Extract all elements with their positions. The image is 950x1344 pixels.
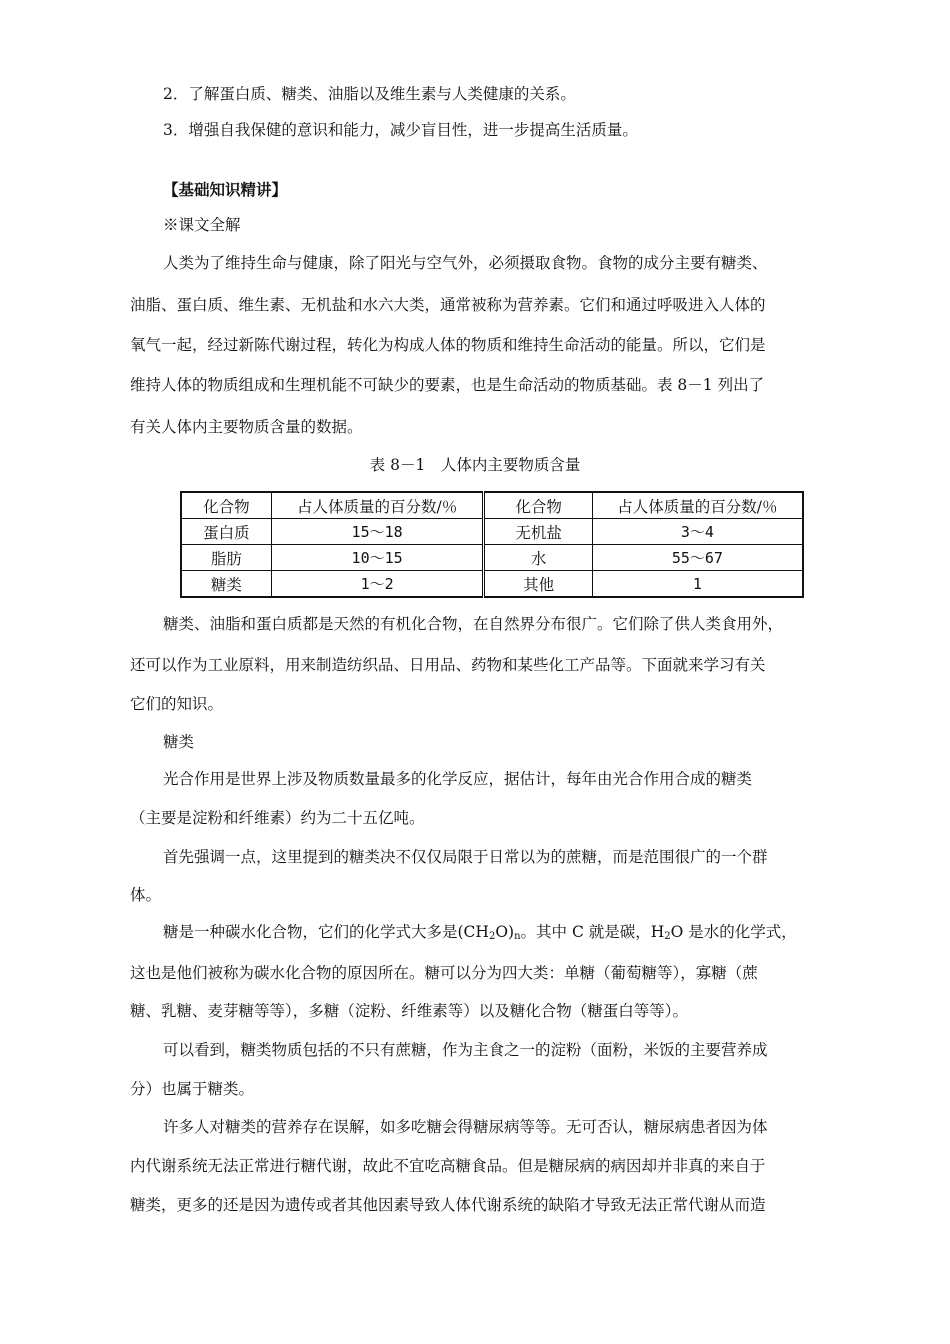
table-header-cell: 化合物 bbox=[484, 492, 592, 519]
paragraph-line: 可以看到，糖类物质包括的不只有蔗糖，作为主食之一的淀粉（面粉，米饭的主要营养成 bbox=[163, 1041, 768, 1059]
paragraph-line: 分）也属于糖类。 bbox=[130, 1080, 255, 1098]
table-header-cell: 化合物 bbox=[181, 492, 271, 519]
table-cell: 10～15 bbox=[271, 545, 484, 571]
table-cell: 1 bbox=[592, 571, 803, 598]
table-header-cell: 占人体质量的百分数/％ bbox=[271, 492, 484, 519]
table-cell: 蛋白质 bbox=[181, 519, 271, 545]
formula-text: 糖是一种碳水化合物，它们的化学式大多是(CH bbox=[163, 923, 489, 941]
formula-text: O 是水的化学式， bbox=[670, 923, 797, 941]
heading-sugar: 糖类 bbox=[163, 733, 195, 751]
paragraph-line: 糖、乳糖、麦芽糖等等），多糖（淀粉、纤维素等）以及糖化合物（糖蛋白等等）。 bbox=[130, 1002, 689, 1020]
table-cell: 1～2 bbox=[271, 571, 484, 598]
paragraph-line: 它们的知识。 bbox=[130, 695, 224, 713]
table-cell: 55～67 bbox=[592, 545, 803, 571]
intro-line: 油脂、蛋白质、维生素、无机盐和水六大类，通常被称为营养素。它们和通过呼吸进入人体的 bbox=[130, 296, 766, 314]
paragraph-line: 内代谢系统无法正常进行糖代谢，故此不宜吃高糖食品。但是糖尿病的病因却并非真的来自于 bbox=[130, 1157, 766, 1175]
paragraph-line: 这也是他们被称为碳水化合物的原因所在。糖可以分为四大类：单糖（葡萄糖等），寡糖（蔗 bbox=[130, 964, 758, 982]
table-row bbox=[181, 571, 803, 598]
formula-line bbox=[163, 922, 797, 947]
subsection-title: ※课文全解 bbox=[163, 216, 241, 234]
section-title: 【基础知识精讲】 bbox=[163, 180, 288, 199]
paragraph-line: 光合作用是世界上涉及物质数量最多的化学反应，据估计，每年由光合作用合成的糖类 bbox=[163, 770, 753, 788]
formula-text: O) bbox=[495, 923, 515, 941]
subscript: n bbox=[514, 931, 521, 942]
table-cell: 无机盐 bbox=[484, 519, 592, 545]
paragraph-line: 还可以作为工业原料，用来制造纺织品、日用品、药物和某些化工产品等。下面就来学习有关 bbox=[130, 656, 766, 674]
table-cell: 其他 bbox=[484, 571, 592, 598]
table-caption: 表 8－1 人体内主要物质含量 bbox=[369, 456, 581, 474]
paragraph-line: （主要是淀粉和纤维素）约为二十五亿吨。 bbox=[130, 809, 425, 827]
intro-line: 有关人体内主要物质含量的数据。 bbox=[130, 418, 363, 436]
table-header-cell: 占人体质量的百分数/％ bbox=[592, 492, 803, 519]
paragraph-line: 首先强调一点，这里提到的糖类决不仅仅局限于日常以为的蔗糖，而是范围很广的一个群 bbox=[163, 848, 768, 866]
table-cell: 脂肪 bbox=[181, 545, 271, 571]
paragraph-line: 体。 bbox=[130, 886, 162, 904]
table-header-row bbox=[181, 492, 803, 519]
objective-3: 3．增强自我保健的意识和能力，减少盲目性，进一步提高生活质量。 bbox=[163, 121, 638, 139]
intro-line: 氧气一起，经过新陈代谢过程，转化为构成人体的物质和维持生命活动的能量。所以，它们是 bbox=[130, 336, 766, 354]
formula-text: 。其中 C 就是碳，H bbox=[520, 923, 665, 941]
table-row bbox=[181, 545, 803, 571]
table-row bbox=[181, 519, 803, 545]
table-cell: 3～4 bbox=[592, 519, 803, 545]
subscript: 2 bbox=[664, 931, 671, 942]
table-cell: 水 bbox=[484, 545, 592, 571]
objective-2: 2．了解蛋白质、糖类、油脂以及维生素与人类健康的关系。 bbox=[163, 85, 576, 103]
paragraph-line: 糖类，更多的还是因为遗传或者其他因素导致人体代谢系统的缺陷才导致无法正常代谢从而造 bbox=[130, 1196, 766, 1214]
subscript: 2 bbox=[488, 931, 496, 942]
intro-line: 人类为了维持生命与健康，除了阳光与空气外，必须摄取食物。食物的成分主要有糖类、 bbox=[163, 254, 768, 272]
paragraph-line: 许多人对糖类的营养存在误解，如多吃糖会得糖尿病等等。无可否认，糖尿病患者因为体 bbox=[163, 1118, 768, 1136]
paragraph-line: 糖类、油脂和蛋白质都是天然的有机化合物，在自然界分布很广。它们除了供人类食用外， bbox=[163, 615, 784, 633]
table-cell: 15～18 bbox=[271, 519, 484, 545]
intro-line: 维持人体的物质组成和生理机能不可缺少的要素，也是生命活动的物质基础。表 8－1 列出了 bbox=[130, 376, 765, 394]
table-cell: 糖类 bbox=[181, 571, 271, 598]
content-table bbox=[180, 491, 804, 598]
